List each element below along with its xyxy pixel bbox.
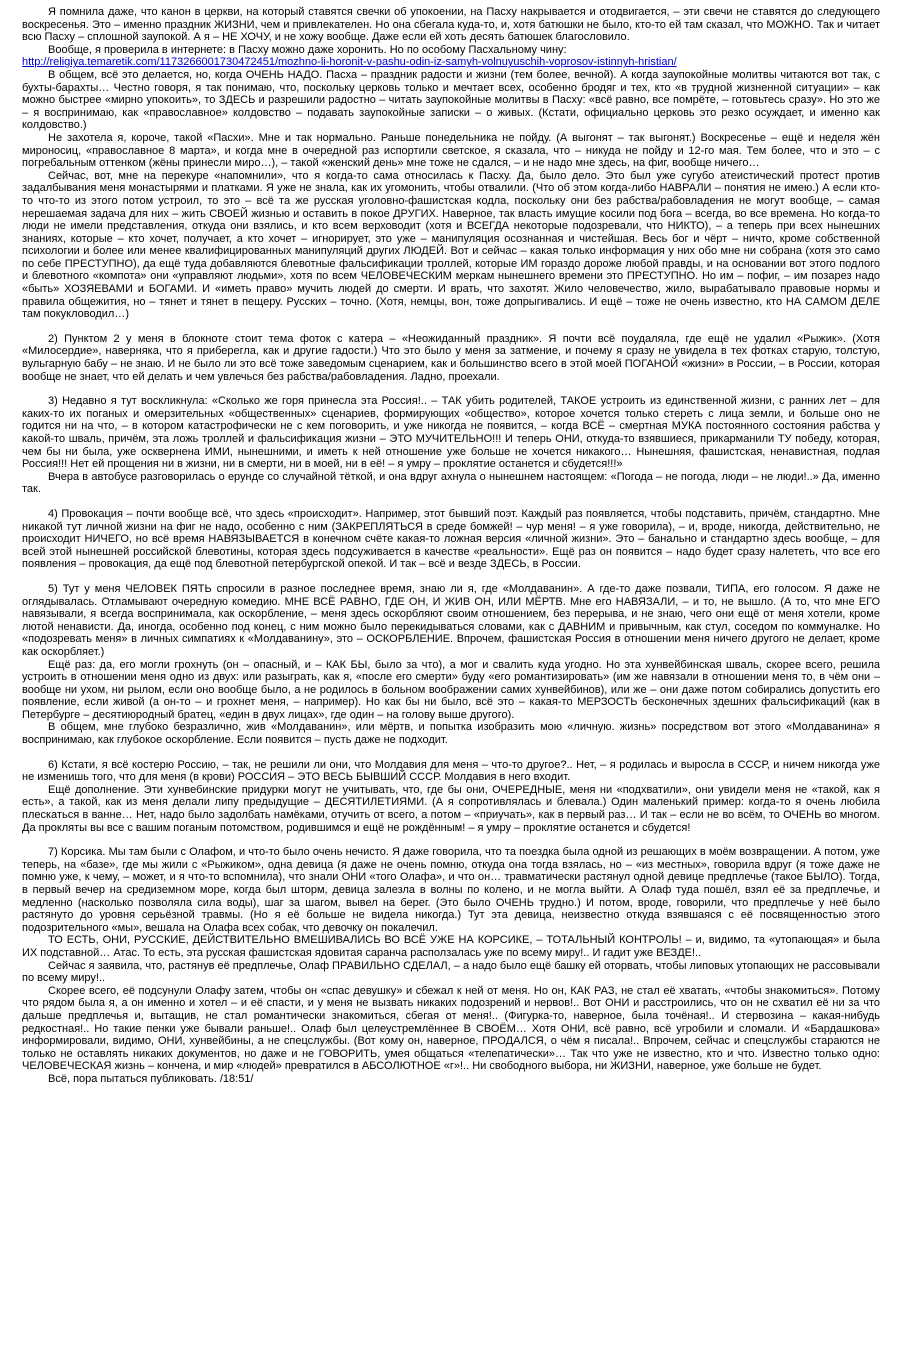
paragraph-total-control: ТО ЕСТЬ, ОНИ, РУССКИЕ, ДЕЙСТВИТЕЛЬНО ВМЕШИВАЛИСЬ ВО ВСЁ УЖЕ НА КОРСИКЕ, – ТОТАЛЬНЫЙ КОНТРОЛЬ! – и, видимо, та «утопающая» и была ИХ подставной… Атас. То есть, эта русская фашистская ядовитая саранча расползалась уже по всему миру!.. И гадит уже ВЕЗДЕ!..	[22, 934, 880, 959]
paragraph-indifferent: В общем, мне глубоко безразлично, жив «Молдаванин», или мёртв, и попытка изобразить мою «личную. жизнь» посредством вот этого «Молдаванина» я воспринимаю, как глубокое оскорбление. Если появится – пусть даже не подходит.	[22, 721, 880, 747]
paragraph-point-5: 5) Тут у меня ЧЕЛОВЕК ПЯТЬ спросили в разное последнее время, знаю ли я, где «Молдаванин». А где-то даже позвали, ТИПА, его голосом. Я даже не оглядывалась. Отламывают очередную комедию. МНЕ ВСЁ РАВНО, ГДЕ ОН, И ЖИВ ОН, ИЛИ МЁРТВ. Мне его НАВЯЗАЛИ, – и то, не вышло. (А то, что мне ЕГО навязывали, я всегда воспринимала, как оскорбление, – меня здесь оскорбляют своим отношением, без перерыва, и не знаю, чего они ещё от меня хотели, кроме лютой ненависти. Да, иногда, особенно под конец, с ним можно было перекидываться словами, как с ДАВНИМ и привычным, как стул, соседом по коммуналке. Но «подозревать меня» в личных симпатиях к «Молдаванину», это – ОСКОРБЛЕНИЕ. Впрочем, фашистская Россия в отношении меня ничего другого не делает, кроме как оскорбляет.)	[22, 582, 880, 658]
paragraph-internet-check: Вообще, я проверила в интернете: в Пасху можно даже хоронить. Но по особому Пасхальному чину:	[48, 43, 567, 56]
paragraph-closing: Всё, пора пытаться публиковать. /18:51/	[48, 1072, 254, 1085]
paragraph-addition: Ещё дополнение. Эти хунвебинские придурки могут не учитывать, что, где бы они, ОЧЕРЕДНЫЕ, меня ни «подхватили», они увидели меня не «такой, как я есть», а такой, как из меня делали липу предыдущие – ДЕСЯТИЛЕТИЯМИ. (А я сопротивлялась и блевала.) Один маленький пример: когда-то я очень любила плескаться в ванне… Нет, надо было задолбать намёками, отучить от всего, а потом – «приучать», как в первый раз… И так – если не во всём, то ОЧЕНЬ во многом. Да прокляты вы все с вашим поганым потомством, родившимся и ещё не рождённым! – я умру – проклятие останется и сбудется!	[22, 783, 880, 834]
paragraph-gap	[22, 383, 880, 395]
paragraph-most-likely: Скорее всего, её подсунули Олафу затем, чтобы он «спас девушку» и сбежал к ней от меня. Но он, КАК РАЗ, не стал её хватать, «чтобы знакомиться». Потому что рядом была я, а он именно и хотел – и её спасти, и у меня не вызвать никаких подозрений и нервов!.. Вот ОНИ и расстроились, что он не схватил её ни за что дальше предплечья и, вытащив, не стал романтически знакомиться, сбегая от меня!.. (Фигурка-то, наверное, была точёная!.. И стервозина – какая-нибудь редкостная!.. Но такие пенки уже бывали раньше!.. Олаф был целеустремлённее В СВОЁМ… Хотя ОНИ, всё равно, всё угробили и сломали. И «Бардашкова» информировали, видимо, ОНИ, хунвейбины, а не спецслужбы. (Вот кому он, наверное, ПРОДАЛСЯ, о чём я писала!.. Впрочем, сейчас и спецслужбы стараются не только не оставлять никаких документов, но даже и не ГОВОРИТЬ, умея общаться «телепатически»… Так что уже не известно, кто и что. Известно только одно: ЧЕЛОВЕЧЕСКАЯ жизнь – кончена, и мир «людей» превратился в АБСОЛЮТНОЕ «г»!.. Ни свободного выбора, ни ЖИЗНИ, наверное, уже больше не будет.	[22, 984, 880, 1073]
paragraph-bus: Вчера в автобусе разговорилась о ерунде со случайной тёткой, и она вдруг ахнула о нынешнем настоящем: «Погода – не погода, люди – не люди!..» Да, именно так.	[22, 470, 880, 496]
paragraph-gap	[22, 747, 880, 759]
paragraph-point-2: 2) Пунктом 2 у меня в блокноте стоит тема фоток с катера – «Неожиданный праздник». Я почти всё поудаляла, где ещё не удалил «Рыжик». (Хотя «Милосердие», наверняка, что я приберегла, как и другие гадости.) Что это было у меня за затмение, и почему я сразу не увидела в тех фотках старую, толстую, вульгарную бабу – не знаю. И не было ли это всё тоже заведомым сценарием, как и большинство всего в этой моей ПОГАНОЙ «жизни» в России, – в России, которая вообще не знает, что ей делать и чем увлечься без рабства/рабовладения. Ладно, проехали.	[22, 332, 880, 383]
religiya-link[interactable]: http://religiya.temaretik.com/1173266001730472451/mozhno-li-horonit-v-pashu-odin-iz-samyh-volnuyuschih-voprosov-istinnyh-hristian/	[22, 56, 677, 69]
paragraph-declared: Сейчас я заявила, что, растянув её предплечье, Олаф ПРАВИЛЬНО СДЕЛАЛ, – а надо было ещё башку ей оторвать, чтобы липовых утопающих не рассовывали по всему миру!..	[22, 959, 880, 985]
paragraph-in-general: В общем, всё это делается, но, когда ОЧЕНЬ НАДО. Пасха – праздник радости и жизни (тем более, вечной). А когда заупокойные молитвы читаются вот так, с бухты-барахты… Честно говоря, я так понимаю, что, поскольку церковь только и мечтает всех, особенно бродяг и тех, кто «в трудной жизненной ситуации» – как можно быстрее «мирно упокоить», то ЗДЕСЬ и разрешили радостно – читать заупокойные молитвы в Пасху: «всё равно, все помрёте, – готовьтесь сразу». Но это же – я воспринимаю, как «православное» колдовство – подавать заупокойные записки – о живых. (Кстати, официально церковь это резко осуждает, и именно как колдовство.)	[22, 68, 880, 132]
paragraph-gap	[22, 496, 880, 508]
paragraph-easter-canon: Я помнила даже, что канон в церкви, на который ставятся свечки об упокоении, на Пасху накрывается и отодвигается, – эти свечи не ставятся до следующего воскресенья. Это – именно праздник ЖИЗНИ, чем и привлекателен. Но она сбегала куда-то, и, хотя батюшки не было, кто-то ей там сказал, что МОЖНО. Так и читает всю Пасху – сплошной заупокой. А я – НЕ ХОЧУ, и не хожу вообще. Даже если ей хоть десять батюшек благословило.	[22, 6, 880, 44]
paragraph-gap	[22, 834, 880, 846]
paragraph-point-6: 6) Кстати, я всё костерю Россию, – так, не решили ли они, что Молдавия для меня – что-то другое?.. Нет, – я родилась и выросла в СССР, и ничем никогда уже не изменишь того, что для меня (в крови) РОССИЯ – ЭТО ВЕСЬ БЫВШИЙ СССР. Молдавия в него входит.	[22, 758, 880, 784]
paragraph-point-7: 7) Корсика. Мы там были с Олафом, и что-то было очень нечисто. Я даже говорила, что та поездка была одной из решающих в моём возвращении. А потом, уже теперь, на «базе», где мы жили с «Рыжиком», одна девица (я даже не очень помню, откуда она тогда взялась, но – «из местных», говорила вдруг (я тоже даже не помню уже, к чему, – может, и я что-то вспомнила), что знали ОНИ «того Олафа», и что он… травматически растянул одной девице предплечье (такое БЫЛО). Тогда, в первый вечер на средиземном море, когда был шторм, девица залезла в волны по колено, и не могла выйти. А Олаф туда пошёл, взял её за предплечье, и медленно (насколько позволяла сила воды), шаг за шагом, вывел на берег. (Это было ОЧЕНЬ трудно.) И потом, вроде, говорили, что предплечье у неё было растянуто до уровня серьёзной травмы. (Но я её больше не видела никогда.) Тут эта девица, неизвестно откуда взявшаяся с её посвященностью этого подозрительного «мы», вешала на Олафа всех собак, что девочку он покалечил.	[22, 846, 880, 934]
paragraph-gap	[22, 571, 880, 583]
paragraph-once-again: Ещё раз: да, его могли грохнуть (он – опасный, и – КАК БЫ, было за что), а мог и свалить куда угодно. Но эта хунвейбинская шваль, скорее всего, решила устроить в отношении меня одно из двух: или разыграть, как я, «после его смерти» буду «его романтизировать» (им же навязали в отношении меня то, в чём они – вообще ни ухом, ни рылом, если оно вообще было, а не родилось в больном воображении самих хунвейбинов), или же – они даже потом собирались допустить его появление, если живой (а он-то – и грохнет меня, – например). Но как бы ни было, всё это – какая-то МЕРЗОСТЬ бесконечных здешних фальсификаций (как в Петербурге – десятиюродный братец, «един в двух лицах», где один – на голову выше другого).	[22, 658, 880, 721]
link-line	[22, 56, 880, 69]
paragraph-no-easter: Не захотела я, короче, такой «Пасхи». Мне и так нормально. Раньше понедельника не пойду. (А выгонят – так выгонят.) Воскресенье – ещё и неделя жён мироносиц, «православное 8 марта», и когда мне в очередной раз испортили светское, я сказала, что – никуда не пойду и 12-го мая. Тем более, что и это – с погребальным оттенком (жёны принесли миро…), – такой «женский день» мне тоже не сдался, – и не надо мне здесь, на фиг, вообще ничего…	[22, 131, 880, 170]
paragraph-point-4: 4) Провокация – почти вообще всё, что здесь «происходит». Например, этот бывший поэт. Каждый раз появляется, чтобы подставить, причём, стандартно. Мне никакой тут личной жизни на фиг не надо, особенно с ним (ЗАКРЕПЛЯТЬСЯ в среде бомжей! – чур меня! – я уже говорила), – и, вроде, никогда, действительно, не происходит НИЧЕГО, но всё время НАВЯЗЫВАЕТСЯ в конечном счёте какая-то ложная версия «личной жизни». Это – банально и стандартно здесь вообще, – для всей этой нынешней российской блевотины, которая здесь подсуживается в качестве «реальности». Ещё раз он появится – надо будет сразу налететь, что все его появления – провокация, да ещё под блевотной петербургской опекой. И так – всё и везде ЗДЕСЬ, в России.	[22, 507, 880, 571]
paragraph-point-3: 3) Недавно я тут воскликнула: «Сколько же горя принесла эта Россия!.. – ТАК убить родителей, ТАКОЕ устроить из единственной жизни, с ранних лет – для каких-то их поганых и омерзительных «общественных» сценариев, формирующих «общество», которое хочется только стереть с лица земли, и больше оно не годится ни на что, – в котором катастрофически не с кем поговорить, и уже никогда не появится, – когда ВСЁ – смертная МУКА постоянного состояния рабства у какой-то шваль, причём, эта ложь троллей и фальсификация жизни – ЭТО МУЧИТЕЛЬНО!!! И теперь ОНИ, откуда-то взявшиеся, прикарманили ТУ победу, которая, чем бы ни была, уже осквернена ИМИ, нынешними, и иметь к ней отношение уже больше не хочется никакого… Нынешняя, фашистская, ненавистная, подлая Россия!!! Нет ей прощения ни в жизни, ни в смерти, ни в моей, ни в её! – я умру – проклятие останется и сбудется!!!»	[22, 395, 880, 471]
paragraph-gap	[22, 321, 880, 333]
paragraph-reminded: Сейчас, вот, мне на перекуре «напомнили», что я когда-то сама относилась к Пасху. Да, было дело. Это был уже сугубо атеистический протест против задалбывания меня монастырями и платками. Я уже не знала, как их угомонить, чтобы отвалили. (Что об этом когда-либо НАВРАЛИ – понятия не имею.) А если кто-то что-то из этого потом устроил, то это – всё та же русская уголовно-фашистская кодла, поскольку они без рабства/рабовладения не могут вообще, – самая нерешаемая задача для них – жить СВОЕЙ жизнью и оставить в покое ДРУГИХ. Наверное, так власть имущие косили под бога – всегда, во все времена. Но когда-то люди не имели представления, откуда они взялись, и кто всем верховодит (хотя и ВСЕГДА некоторые подозревали, что НИКТО), – а теперь при всех нынешних знаниях, которые – кто хочет, получает, а кто хочет – игнорирует, это уже – манипуляция осознанная и чистейшая. Весь бог и чёрт – ничто, кроме собственной психологии и более или менее квалифицированных манипуляций других ЛЮДЕЙ. Вот и сейчас – какая только информация у них обо мне ни собрана (хотя это само по себе ПРЕСТУПНО), да ещё туда добавляются блевотные фальсификации троллей, которые ИМ гораздо дороже любой правды, и на основании вот этого подлого и блевотного «компота» они «управляют людьми», хотя по всем ЧЕЛОВЕЧЕСКИМ меркам нынешнего времени это ПРЕСТУПНО. Но им – пофиг, – им позарез надо «быть» ХОЗЯЕВАМИ и БОГАМИ. И «иметь право» мучить людей до смерти. И врать, что захотят. Жило человечество, жило, вырабатывало правовые нормы и правила общежития, но – тянет и тянет в пещеру. Русских – точно. (Хотя, немцы, вон, тоже допрыгивались. И ещё – тоже не очень известно, кто НА САМОМ ДЕЛЕ там покукловодил…)	[22, 169, 880, 321]
